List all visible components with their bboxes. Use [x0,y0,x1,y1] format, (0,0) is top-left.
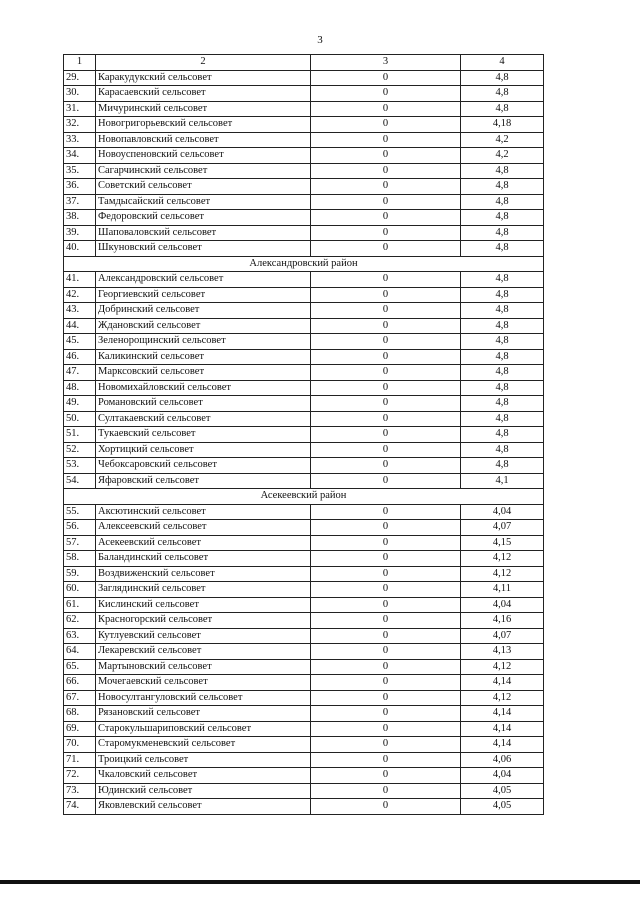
table-row [64,148,544,164]
column-3-value: 0 [311,117,461,133]
settlement-name: Шкуновский сельсовет [96,241,311,257]
settlement-name: Новосултангуловский сельсовет [96,690,311,706]
settlement-name: Старомукменевский сельсовет [96,737,311,753]
column-4-value: 4,14 [461,737,544,753]
column-3-value: 0 [311,210,461,226]
row-number: 57. [64,535,96,551]
column-3-value: 0 [311,566,461,582]
column-header: 4 [461,55,544,71]
table-row [64,535,544,551]
column-header: 2 [96,55,311,71]
table-body [64,70,544,814]
column-4-value: 4,06 [461,752,544,768]
column-3-value: 0 [311,272,461,288]
column-4-value: 4,07 [461,520,544,536]
column-3-value: 0 [311,706,461,722]
settlement-name: Карасаевский сельсовет [96,86,311,102]
table-row [64,458,544,474]
settlement-name: Каракудукский сельсовет [96,70,311,86]
table-row [64,132,544,148]
table-row [64,582,544,598]
page-number: 3 [317,34,323,46]
settlement-name: Тамдысайский сельсовет [96,194,311,210]
row-number: 47. [64,365,96,381]
table-row [64,194,544,210]
column-3-value: 0 [311,148,461,164]
table-row [64,675,544,691]
column-3-value: 0 [311,768,461,784]
row-number: 36. [64,179,96,195]
settlement-name: Асекеевский сельсовет [96,535,311,551]
section-title: Александровский район [64,256,544,272]
column-4-value: 4,2 [461,148,544,164]
row-number: 68. [64,706,96,722]
column-4-value: 4,04 [461,768,544,784]
column-3-value: 0 [311,179,461,195]
table-row [64,752,544,768]
column-3-value: 0 [311,411,461,427]
table-row [64,473,544,489]
row-number: 51. [64,427,96,443]
row-number: 53. [64,458,96,474]
row-number: 71. [64,752,96,768]
table-row [64,396,544,412]
table-row [64,272,544,288]
column-header: 3 [311,55,461,71]
table-row [64,721,544,737]
column-3-value: 0 [311,628,461,644]
column-4-value: 4,8 [461,458,544,474]
column-3-value: 0 [311,318,461,334]
settlement-name: Аксютинский сельсовет [96,504,311,520]
table-row [64,241,544,257]
settlement-name: Добринский сельсовет [96,303,311,319]
column-3-value: 0 [311,163,461,179]
settlement-name: Троицкий сельсовет [96,752,311,768]
row-number: 35. [64,163,96,179]
column-4-value: 4,8 [461,225,544,241]
row-number: 46. [64,349,96,365]
column-3-value: 0 [311,132,461,148]
column-4-value: 4,04 [461,597,544,613]
table-row [64,210,544,226]
column-4-value: 4,8 [461,396,544,412]
table-row [64,70,544,86]
table-row [64,768,544,784]
column-3-value: 0 [311,458,461,474]
column-3-value: 0 [311,380,461,396]
column-3-value: 0 [311,535,461,551]
column-4-value: 4,8 [461,101,544,117]
table-row [64,799,544,815]
table-row [64,783,544,799]
column-4-value: 4,12 [461,690,544,706]
column-3-value: 0 [311,783,461,799]
table-row [64,597,544,613]
table-row [64,520,544,536]
column-4-value: 4,8 [461,303,544,319]
table-header-row [64,55,544,71]
row-number: 29. [64,70,96,86]
row-number: 67. [64,690,96,706]
row-number: 49. [64,396,96,412]
table-row [64,380,544,396]
column-4-value: 4,12 [461,551,544,567]
bottom-rule [0,880,640,884]
row-number: 69. [64,721,96,737]
table-row [64,644,544,660]
column-3-value: 0 [311,690,461,706]
table-row [64,287,544,303]
row-number: 56. [64,520,96,536]
section-row [64,489,544,505]
column-4-value: 4,8 [461,442,544,458]
table-row [64,504,544,520]
column-4-value: 4,8 [461,70,544,86]
settlement-name: Романовский сельсовет [96,396,311,412]
table-row [64,117,544,133]
column-3-value: 0 [311,334,461,350]
column-4-value: 4,15 [461,535,544,551]
column-3-value: 0 [311,520,461,536]
settlement-name: Новогригорьевский сельсовет [96,117,311,133]
settlement-name: Кислинский сельсовет [96,597,311,613]
table-row [64,163,544,179]
row-number: 72. [64,768,96,784]
table-row [64,427,544,443]
column-4-value: 4,14 [461,675,544,691]
column-4-value: 4,05 [461,799,544,815]
row-number: 62. [64,613,96,629]
settlement-name: Шаповаловский сельсовет [96,225,311,241]
row-number: 40. [64,241,96,257]
settlement-name: Красногорский сельсовет [96,613,311,629]
column-4-value: 4,11 [461,582,544,598]
column-3-value: 0 [311,442,461,458]
settlement-name: Георгиевский сельсовет [96,287,311,303]
column-3-value: 0 [311,70,461,86]
column-4-value: 4,04 [461,504,544,520]
column-4-value: 4,16 [461,613,544,629]
column-4-value: 4,14 [461,706,544,722]
row-number: 48. [64,380,96,396]
table-row [64,613,544,629]
settlement-name: Мартыновский сельсовет [96,659,311,675]
settlement-name: Хортицкий сельсовет [96,442,311,458]
column-4-value: 4,8 [461,241,544,257]
settlement-name: Лекаревский сельсовет [96,644,311,660]
settlement-name: Новоуспеновский сельсовет [96,148,311,164]
column-3-value: 0 [311,194,461,210]
column-3-value: 0 [311,473,461,489]
table-row [64,706,544,722]
column-3-value: 0 [311,303,461,319]
settlement-name: Каликинский сельсовет [96,349,311,365]
settlement-name: Старокульшариповский сельсовет [96,721,311,737]
column-header: 1 [64,55,96,71]
table-row [64,349,544,365]
data-table [63,54,544,815]
settlement-name: Яфаровский сельсовет [96,473,311,489]
settlement-name: Советский сельсовет [96,179,311,195]
settlement-name: Кутлуевский сельсовет [96,628,311,644]
row-number: 54. [64,473,96,489]
row-number: 70. [64,737,96,753]
row-number: 64. [64,644,96,660]
column-3-value: 0 [311,721,461,737]
column-3-value: 0 [311,225,461,241]
settlement-name: Заглядинский сельсовет [96,582,311,598]
row-number: 63. [64,628,96,644]
settlement-name: Рязановский сельсовет [96,706,311,722]
row-number: 74. [64,799,96,815]
column-4-value: 4,18 [461,117,544,133]
column-3-value: 0 [311,799,461,815]
column-3-value: 0 [311,752,461,768]
row-number: 59. [64,566,96,582]
settlement-name: Федоровский сельсовет [96,210,311,226]
settlement-name: Ждановский сельсовет [96,318,311,334]
row-number: 58. [64,551,96,567]
column-4-value: 4,12 [461,566,544,582]
table-row [64,551,544,567]
settlement-name: Чкаловский сельсовет [96,768,311,784]
column-4-value: 4,8 [461,411,544,427]
column-4-value: 4,8 [461,380,544,396]
column-3-value: 0 [311,86,461,102]
column-4-value: 4,13 [461,644,544,660]
settlement-name: Новомихайловский сельсовет [96,380,311,396]
column-4-value: 4,07 [461,628,544,644]
table-row [64,365,544,381]
settlement-name: Александровский сельсовет [96,272,311,288]
row-number: 66. [64,675,96,691]
row-number: 42. [64,287,96,303]
settlement-name: Воздвиженский сельсовет [96,566,311,582]
column-3-value: 0 [311,427,461,443]
column-3-value: 0 [311,582,461,598]
table-row [64,179,544,195]
settlement-name: Алексеевский сельсовет [96,520,311,536]
column-3-value: 0 [311,644,461,660]
row-number: 55. [64,504,96,520]
row-number: 45. [64,334,96,350]
column-4-value: 4,8 [461,86,544,102]
table-row [64,303,544,319]
column-3-value: 0 [311,101,461,117]
row-number: 39. [64,225,96,241]
row-number: 43. [64,303,96,319]
settlement-name: Юдинский сельсовет [96,783,311,799]
column-4-value: 4,2 [461,132,544,148]
column-4-value: 4,8 [461,163,544,179]
table-row [64,225,544,241]
row-number: 41. [64,272,96,288]
column-4-value: 4,8 [461,272,544,288]
column-4-value: 4,12 [461,659,544,675]
row-number: 52. [64,442,96,458]
column-3-value: 0 [311,597,461,613]
column-4-value: 4,05 [461,783,544,799]
column-4-value: 4,8 [461,194,544,210]
column-4-value: 4,8 [461,318,544,334]
row-number: 34. [64,148,96,164]
settlement-name: Мочегаевский сельсовет [96,675,311,691]
row-number: 65. [64,659,96,675]
column-4-value: 4,8 [461,287,544,303]
settlement-name: Тукаевский сельсовет [96,427,311,443]
settlement-name: Новопавловский сельсовет [96,132,311,148]
section-row [64,256,544,272]
row-number: 32. [64,117,96,133]
column-4-value: 4,8 [461,365,544,381]
column-4-value: 4,8 [461,427,544,443]
table-row [64,737,544,753]
table-row [64,86,544,102]
row-number: 30. [64,86,96,102]
table-row [64,628,544,644]
row-number: 33. [64,132,96,148]
table-row [64,334,544,350]
settlement-name: Чебоксаровский сельсовет [96,458,311,474]
column-3-value: 0 [311,349,461,365]
column-3-value: 0 [311,551,461,567]
column-4-value: 4,8 [461,179,544,195]
column-3-value: 0 [311,659,461,675]
column-4-value: 4,8 [461,349,544,365]
settlement-name: Султакаевский сельсовет [96,411,311,427]
table-row [64,411,544,427]
column-4-value: 4,1 [461,473,544,489]
row-number: 50. [64,411,96,427]
table-row [64,690,544,706]
column-3-value: 0 [311,504,461,520]
settlement-name: Марксовский сельсовет [96,365,311,381]
column-4-value: 4,14 [461,721,544,737]
column-3-value: 0 [311,287,461,303]
table-row [64,442,544,458]
column-3-value: 0 [311,241,461,257]
settlement-name: Яковлевский сельсовет [96,799,311,815]
column-3-value: 0 [311,675,461,691]
table-row [64,659,544,675]
row-number: 61. [64,597,96,613]
column-4-value: 4,8 [461,334,544,350]
row-number: 31. [64,101,96,117]
row-number: 60. [64,582,96,598]
column-3-value: 0 [311,613,461,629]
table-row [64,318,544,334]
row-number: 37. [64,194,96,210]
settlement-name: Сагарчинский сельсовет [96,163,311,179]
settlement-name: Баландинский сельсовет [96,551,311,567]
table-row [64,566,544,582]
column-3-value: 0 [311,396,461,412]
row-number: 38. [64,210,96,226]
settlement-name: Зеленорощинский сельсовет [96,334,311,350]
section-title: Асекеевский район [64,489,544,505]
column-4-value: 4,8 [461,210,544,226]
row-number: 44. [64,318,96,334]
settlement-name: Мичуринский сельсовет [96,101,311,117]
column-3-value: 0 [311,737,461,753]
row-number: 73. [64,783,96,799]
table-row [64,101,544,117]
column-3-value: 0 [311,365,461,381]
